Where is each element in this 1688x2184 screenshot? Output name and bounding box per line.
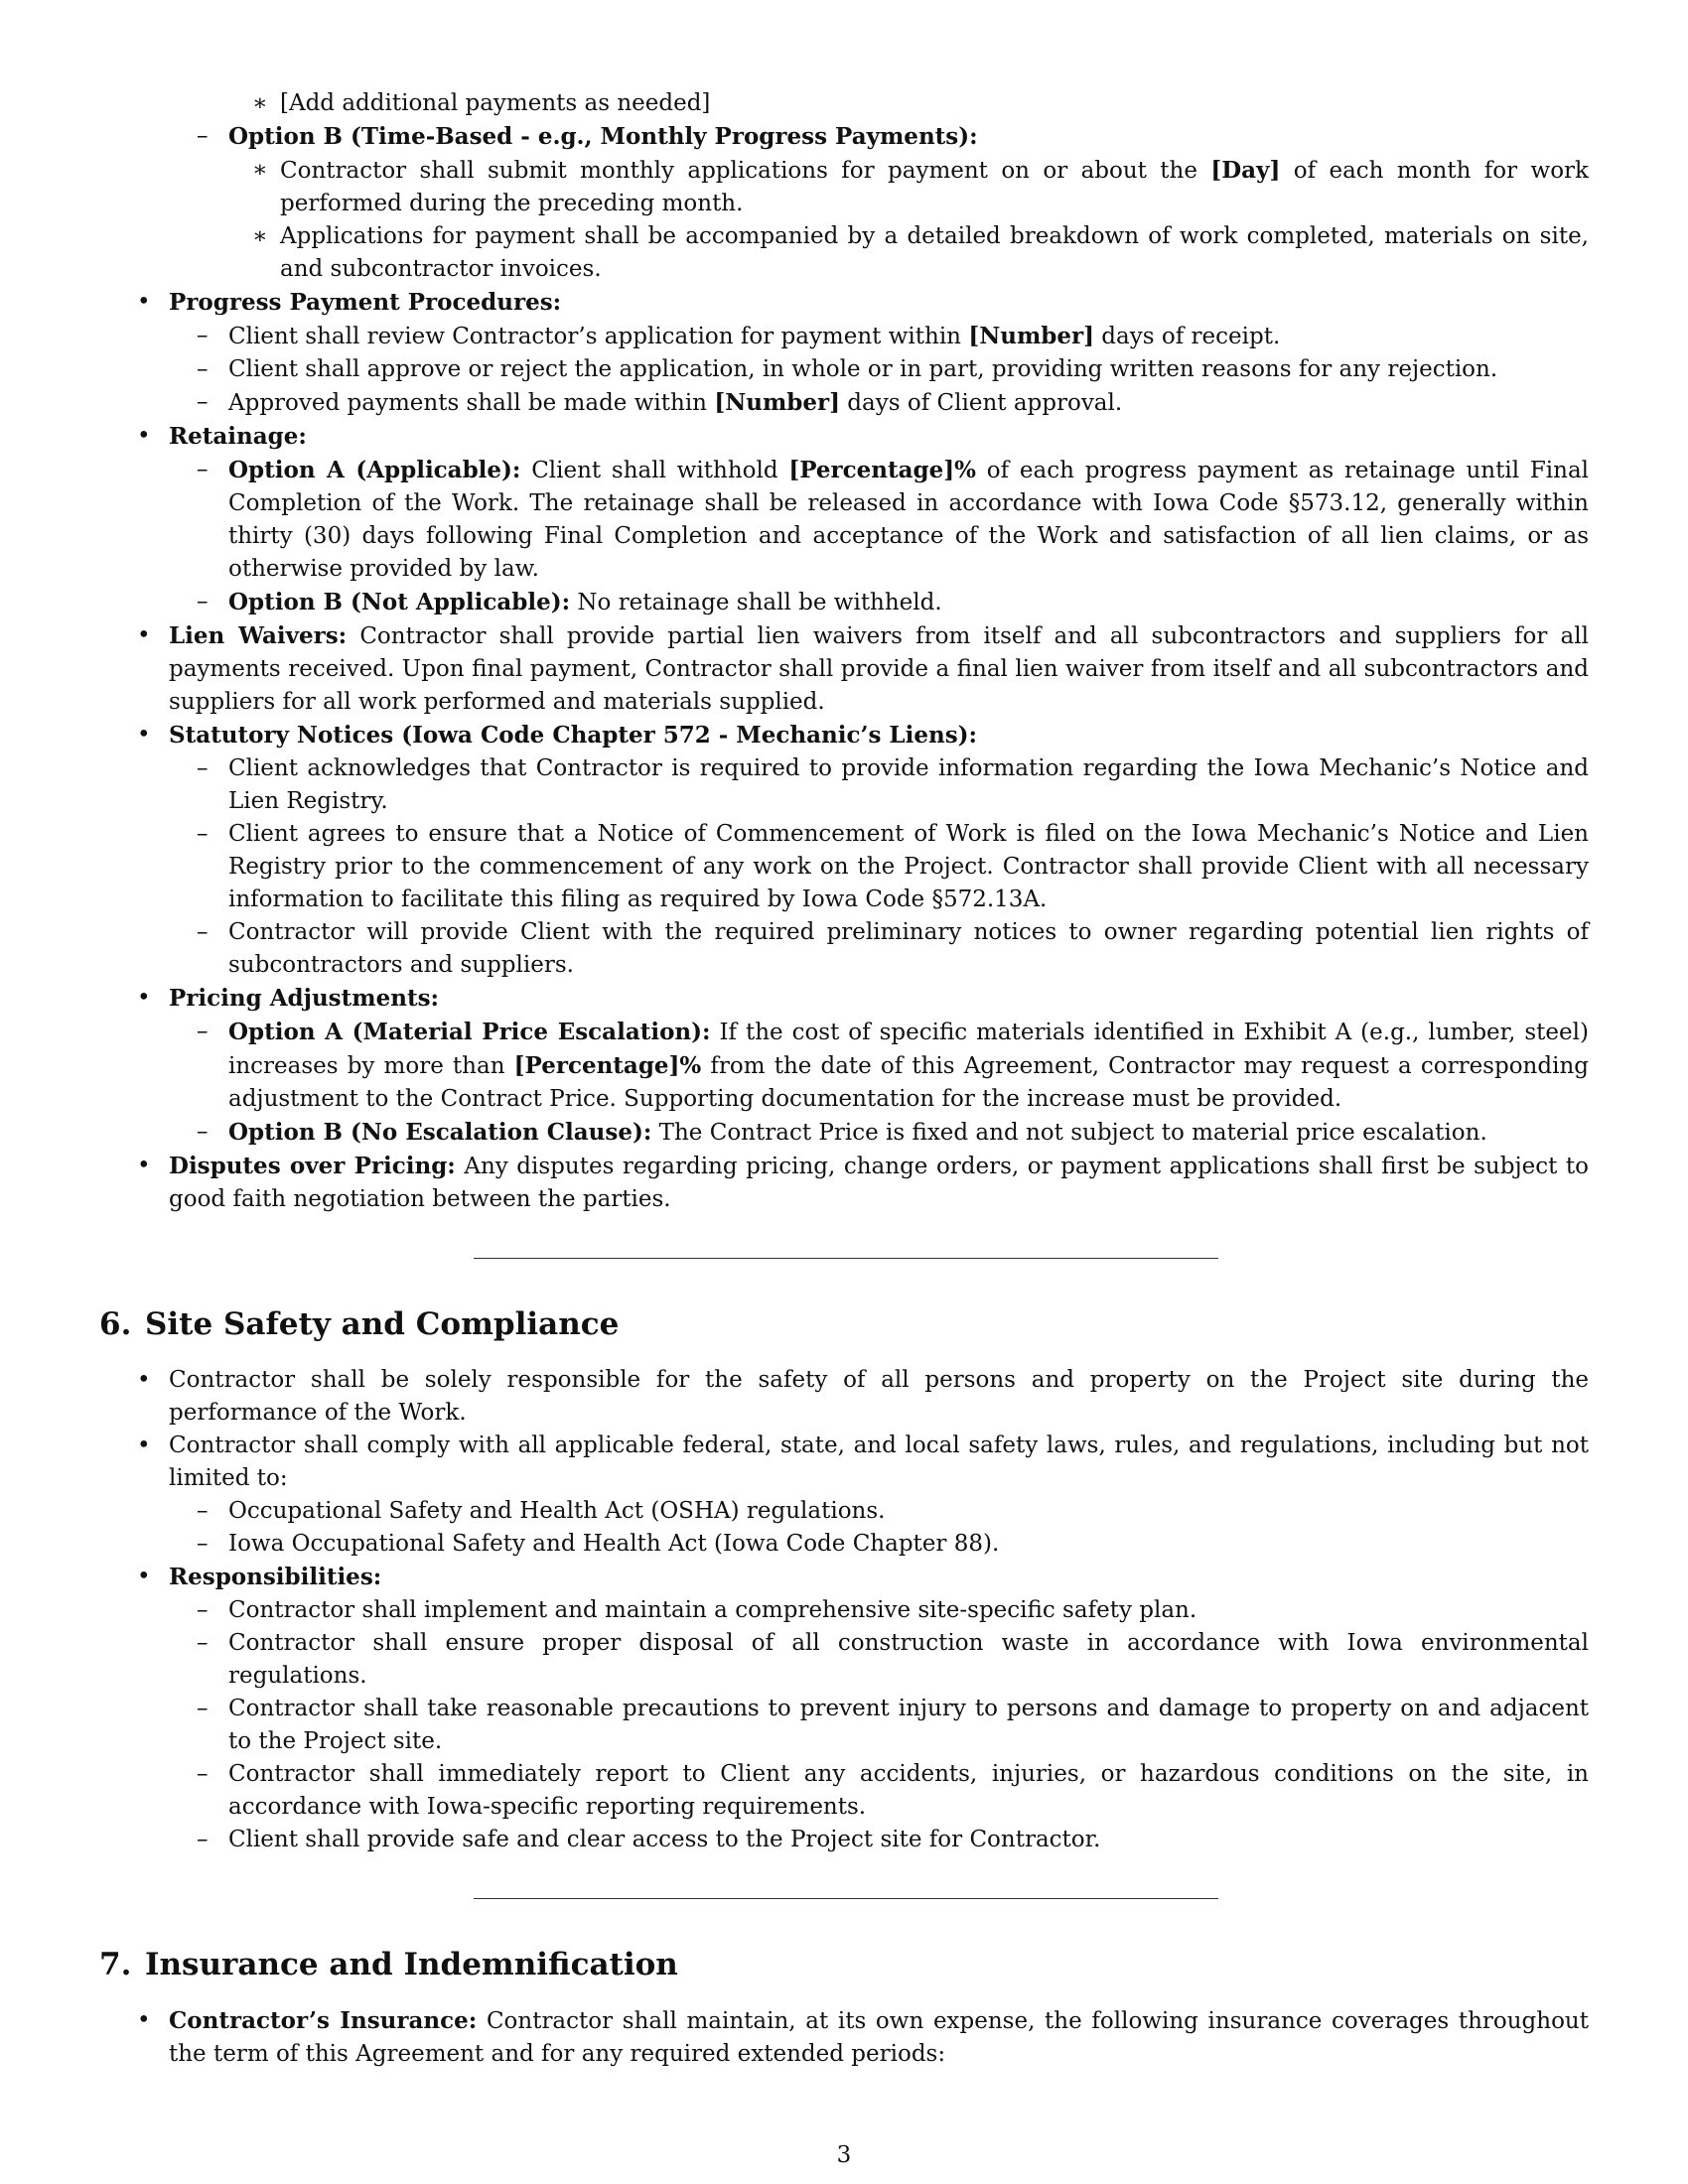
section-6-heading: 6. Site Safety and Compliance <box>99 1306 620 1342</box>
dash-bullet-icon: – <box>197 755 209 781</box>
dash-bullet-icon: – <box>197 356 209 382</box>
list-item: – Contractor shall immediately report to Client any accidents, injuries, or hazardous conditions on the site, in accordance with Iowa-specific reporting requirements. <box>99 1758 1589 1824</box>
dash-bullet-icon: – <box>197 1761 209 1787</box>
dash-bullet-icon: – <box>197 1630 209 1656</box>
list-item: – Option B (No Escalation Clause): The Contract Price is fixed and not subject to material price escalation. <box>99 1116 1589 1150</box>
dash-bullet-icon: – <box>197 323 209 348</box>
bullet-icon: • <box>137 2007 151 2033</box>
page-number: 3 <box>836 2142 852 2168</box>
section-7-list <box>99 2004 1589 2071</box>
list-item: • Contractor shall be solely responsible for the safety of all persons and property on the Project site during the performance of the Work. <box>99 1364 1589 1430</box>
pricing-adjustments: • Pricing Adjustments: <box>99 982 1589 1016</box>
dash-bullet-icon: – <box>197 1827 209 1852</box>
bullet-icon: • <box>137 722 151 748</box>
list-item: – Occupational Safety and Health Act (OSHA) regulations. <box>99 1495 1589 1528</box>
asterisk-bullet-icon: ∗ <box>252 90 268 116</box>
bullet-icon: • <box>137 622 151 648</box>
dash-bullet-icon: – <box>197 123 209 149</box>
bullet-icon: • <box>137 423 151 449</box>
list-item: ∗ Contractor shall submit monthly applications for payment on or about the [Day] of each month for work performed during the preceding month. <box>99 154 1589 220</box>
list-item: – Client shall approve or reject the application, in whole or in part, providing written reasons for any rejection. <box>99 353 1589 386</box>
section-6-list <box>99 1364 1589 1856</box>
list-item: – Option B (Not Applicable): No retainage shall be withheld. <box>99 586 1589 619</box>
progress-payment-procedures: • Progress Payment Procedures: <box>99 286 1589 320</box>
section-divider <box>474 1258 1218 1259</box>
list-item: – Client agrees to ensure that a Notice of Commencement of Work is filed on the Iowa Mechanic’s Notice and Lien Registry prior to the commencement of any work on the Project. Contractor shall provide Client with all necessary information to facilitate this filing as required by Iowa Code §572.13A. <box>99 818 1589 916</box>
dash-bullet-icon: – <box>197 1597 209 1623</box>
list-item: – Contractor shall ensure proper disposal of all construction waste in accordance with Iowa environmental regulations. <box>99 1627 1589 1693</box>
bullet-icon: • <box>137 1564 151 1589</box>
dash-bullet-icon: – <box>197 821 209 847</box>
list-item: • Contractor shall comply with all applicable federal, state, and local safety laws, rules, and regulations, including but not limited to: <box>99 1430 1589 1495</box>
lien-waivers: • Lien Waivers: Contractor shall provide partial lien waivers from itself and all subcontractors and suppliers for all payments received. Upon final payment, Contractor shall provide a final lien waiver from itself and all subcontractors and suppliers for all work performed and materials supplied. <box>99 619 1589 719</box>
contractors-insurance: • Contractor’s Insurance: Contractor shall maintain, at its own expense, the following insurance coverages throughout the term of this Agreement and for any required extended periods: <box>99 2004 1589 2071</box>
list-item: – Iowa Occupational Safety and Health Act (Iowa Code Chapter 88). <box>99 1528 1589 1561</box>
list-item: – Client shall provide safe and clear access to the Project site for Contractor. <box>99 1824 1589 1856</box>
dash-bullet-icon: – <box>197 1119 209 1145</box>
dash-bullet-icon: – <box>197 389 209 415</box>
dash-bullet-icon: – <box>197 919 209 945</box>
list-item: – Contractor shall take reasonable precautions to prevent injury to persons and damage to property on and adjacent to the Project site. <box>99 1693 1589 1758</box>
list-item: – Approved payments shall be made within [Number] days of Client approval. <box>99 386 1589 420</box>
list-item: – Client shall review Contractor’s application for payment within [Number] days of receipt. <box>99 320 1589 353</box>
dash-bullet-icon: – <box>197 1498 209 1524</box>
dash-bullet-icon: – <box>197 1019 209 1044</box>
list-item: – Option A (Applicable): Client shall withhold [Percentage]% of each progress payment as retainage until Final Completion of the Work. The retainage shall be released in accordance with Iowa Code §573.12, generally within thirty (30) days following Final Completion and acceptance of the Work and satisfaction of all lien claims, or as otherwise provided by law. <box>99 454 1589 586</box>
dash-bullet-icon: – <box>197 457 209 482</box>
asterisk-bullet-icon: ∗ <box>252 157 268 183</box>
disputes-over-pricing: • Disputes over Pricing: Any disputes regarding pricing, change orders, or payment applications shall first be subject to good faith negotiation between the parties. <box>99 1150 1589 1216</box>
list-item: – Option A (Material Price Escalation): If the cost of specific materials identified in Exhibit A (e.g., lumber, steel) increases by more than [Percentage]% from the date of this Agreement, Contractor may request a corresponding adjustment to the Contract Price. Supporting documentation for the increase must be provided. <box>99 1016 1589 1116</box>
section-7-heading: 7. Insurance and Indemnification <box>99 1947 678 1982</box>
dash-bullet-icon: – <box>197 1531 209 1557</box>
list-item: – Contractor will provide Client with the required preliminary notices to owner regarding potential lien rights of subcontractors and suppliers. <box>99 916 1589 982</box>
document-page <box>99 87 1589 2071</box>
retainage: • Retainage: <box>99 420 1589 454</box>
bullet-icon: • <box>137 1153 151 1178</box>
list-item: – Option B (Time-Based - e.g., Monthly Progress Payments): <box>99 120 1589 154</box>
asterisk-bullet-icon: ∗ <box>252 223 268 249</box>
bullet-icon: • <box>137 289 151 315</box>
list-item: – Client acknowledges that Contractor is required to provide information regarding the Iowa Mechanic’s Notice and Lien Registry. <box>99 752 1589 818</box>
payment-schedule-continuation <box>99 87 1589 1216</box>
dash-bullet-icon: – <box>197 589 209 614</box>
section-divider <box>474 1898 1218 1899</box>
list-item: – Contractor shall implement and maintain a comprehensive site-specific safety plan. <box>99 1594 1589 1627</box>
statutory-notices: • Statutory Notices (Iowa Code Chapter 572 - Mechanic’s Liens): <box>99 719 1589 752</box>
list-item: ∗ Applications for payment shall be accompanied by a detailed breakdown of work completed, materials on site, and subcontractor invoices. <box>99 220 1589 286</box>
bullet-icon: • <box>137 1367 151 1393</box>
responsibilities: • Responsibilities: <box>99 1561 1589 1594</box>
list-item: ∗ [Add additional payments as needed] <box>99 87 1589 120</box>
bullet-icon: • <box>137 1433 151 1458</box>
bullet-icon: • <box>137 985 151 1011</box>
dash-bullet-icon: – <box>197 1696 209 1721</box>
